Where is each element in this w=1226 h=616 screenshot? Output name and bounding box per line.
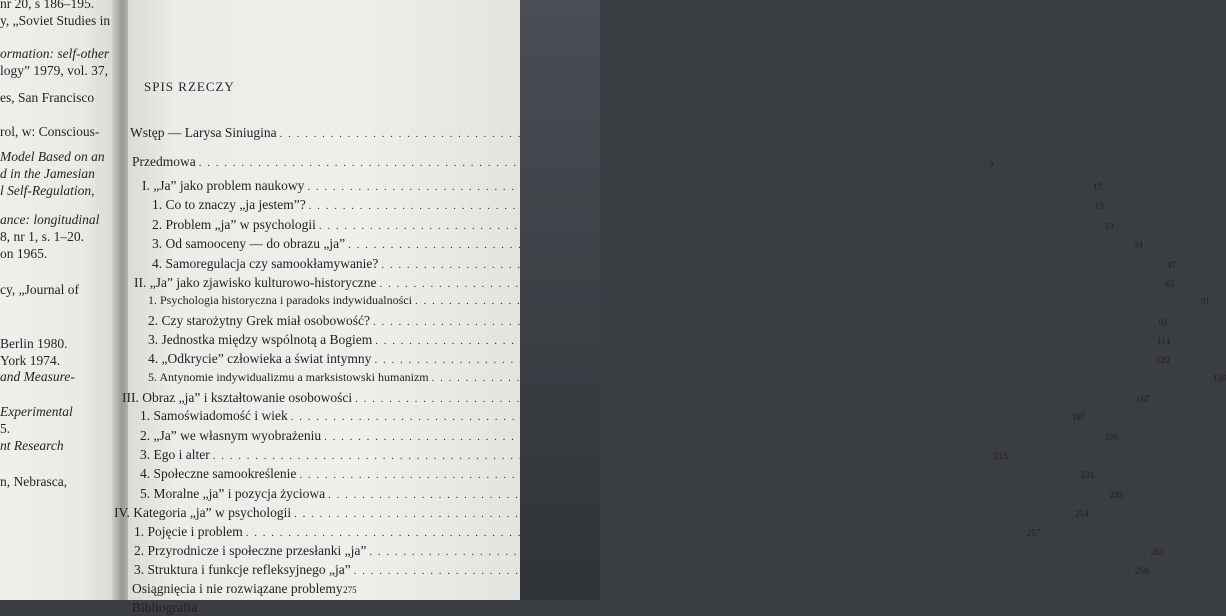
- toc-section-entry: [142, 178, 1103, 194]
- bibliography-line: Model Based on an: [0, 149, 105, 164]
- toc-section-entry: [114, 505, 1089, 521]
- dot-leader: [373, 316, 1151, 328]
- toc-page-number: 261: [1150, 547, 1165, 557]
- toc-subsection-entry: [152, 256, 1177, 272]
- toc-entry-label: III. Obraz „ja” i kształtowanie osobowości: [122, 390, 353, 405]
- toc-subsection-entry: [148, 332, 1170, 348]
- dot-leader: [348, 239, 1126, 251]
- dot-leader: [354, 565, 1132, 577]
- bibliography-line: logy” 1979, vol. 37,: [0, 63, 108, 78]
- toc-subsection-entry: [148, 370, 1226, 385]
- bibliography-line: y, „Soviet Studies in: [0, 13, 111, 28]
- toc-page-number: 243: [1109, 490, 1123, 500]
- toc-subsection-entry: [140, 428, 1119, 444]
- toc-entry-label: 3. Od samooceny — do obrazu „ja”: [152, 236, 346, 251]
- bibliography-line: nr 20, s 186–195.: [0, 0, 95, 11]
- toc-entry-label: 4. „Odkrycie” człowieka a świat intymny: [148, 351, 372, 366]
- toc-page-number: 17: [1093, 182, 1103, 192]
- toc-page-number: 231: [1080, 470, 1095, 480]
- toc-entry-label: Bibliografia: [132, 600, 198, 615]
- toc-page-number: 139: [1212, 373, 1226, 383]
- toc-entry-label: Przedmowa: [132, 154, 196, 169]
- toc-page-number: 65: [1165, 279, 1175, 289]
- toc-subsection-entry: [134, 524, 1041, 540]
- toc-entry-label: Osiągnięcia i nie rozwiązane problemy: [132, 581, 343, 596]
- toc-entry-label: 4. Samoregulacja czy samookłamywanie?: [152, 256, 379, 271]
- dot-leader: [246, 527, 1024, 539]
- toc-section-entry: [122, 390, 1150, 406]
- toc-entry-label: Wstęp — Larysa Siniugina: [130, 125, 277, 140]
- toc-section-entry: [134, 275, 1175, 291]
- dot-leader: [355, 393, 1133, 405]
- toc-section-entry: [132, 154, 994, 170]
- dot-leader: [381, 259, 1159, 271]
- bibliography-line: n, Nebrasca,: [0, 474, 68, 489]
- dot-leader: [299, 469, 1077, 481]
- dot-leader: [374, 354, 1152, 366]
- toc-entry-label: 2. Przyrodnicze i społeczne przesłanki „ja”: [134, 543, 367, 558]
- dot-leader: [291, 411, 1069, 423]
- toc-entry-label: 1. Psychologia historyczna i paradoks indywidualności: [148, 293, 412, 307]
- dot-leader: [294, 508, 1072, 520]
- bibliography-line: 5.: [0, 421, 11, 436]
- bibliography-line: nt Research: [0, 438, 64, 453]
- toc-entry-label: 2. Czy starożytny Grek miał osobowość?: [148, 313, 370, 328]
- dot-leader: [369, 546, 1147, 558]
- toc-subsection-entry: [140, 486, 1123, 502]
- toc-entry-label: 1. Pojęcie i problem: [134, 524, 243, 539]
- bibliography-line: cy, „Journal of: [0, 282, 79, 297]
- toc-subsection-entry: [130, 125, 490, 141]
- toc-subsection-entry: [152, 197, 1104, 213]
- background-surface: [520, 0, 600, 600]
- toc-page-number: 19: [1104, 221, 1114, 231]
- bibliography-line: on 1965.: [0, 246, 48, 261]
- toc-page-number: 187: [1072, 412, 1086, 422]
- dot-leader: [319, 220, 1097, 232]
- toc-title: SPIS RZECZY: [144, 79, 235, 94]
- toc-page-number: 167: [1136, 394, 1150, 404]
- toc-entry-label: I. „Ja” jako problem naukowy: [142, 178, 305, 193]
- toc-entry-label: 5. Moralne „ja” i pozycja życiowa: [140, 486, 326, 501]
- toc-entry-label: 5. Antynomie indywidualizmu a marksistowski humanizm: [148, 370, 429, 384]
- toc-page-number: 129: [1155, 355, 1170, 365]
- toc-page-number: 215: [993, 451, 1008, 461]
- toc-page-number: 91: [1200, 296, 1210, 306]
- toc-subsection-entry: [140, 466, 1095, 482]
- bibliography-line: 8, nr 1, s. 1–20.: [0, 229, 84, 244]
- right-page: [114, 0, 1226, 615]
- toc-page-number: 5: [988, 158, 994, 168]
- bibliography-line: York 1974.: [0, 353, 61, 368]
- dot-leader: [328, 489, 1106, 501]
- toc-subsection-entry: [132, 581, 492, 597]
- bibliography-line: rol, w: Conscious-: [0, 124, 100, 139]
- toc-page-number: 196: [1105, 432, 1119, 442]
- bibliography-line: l Self-Regulation,: [0, 183, 95, 198]
- toc-entry-label: II. „Ja” jako zjawisko kulturowo-historyczne: [134, 275, 377, 290]
- dot-leader: [380, 278, 1158, 290]
- toc-entry-label: 1. Co to znaczy „ja jestem”?: [152, 197, 306, 212]
- toc-entry-label: 1. Samoświadomość i wiek: [140, 408, 288, 423]
- toc-entry-label: 2. „Ja” we własnym wyobrażeniu: [140, 428, 322, 443]
- toc-entry-label: 3. Jednostka między wspólnotą a Bogiem: [148, 332, 373, 347]
- toc-page-number: 19: [1094, 201, 1104, 211]
- toc-subsection-entry: [148, 293, 1210, 308]
- toc-page-number: 114: [1156, 336, 1170, 346]
- toc-entry-label: 3. Ego i alter: [140, 447, 210, 462]
- toc-page-number: 275: [343, 585, 357, 595]
- toc-subsection-entry: [148, 351, 1170, 367]
- toc-entry-label: IV. Kategoria „ja” w psychologii: [114, 505, 292, 520]
- dot-leader: [309, 200, 1087, 212]
- dot-leader: [213, 450, 991, 462]
- left-page: [0, 0, 118, 600]
- toc-subsection-entry: [132, 600, 492, 616]
- toc-subsection-entry: [152, 217, 1114, 233]
- dot-leader: [307, 181, 1085, 193]
- toc-entry-label: 3. Struktura i funkcje refleksyjnego „ja”: [134, 562, 351, 577]
- toc-entry-label: 2. Problem „ja” w psychologii: [152, 217, 316, 232]
- toc-subsection-entry: [134, 562, 1149, 578]
- toc-page-number: 47: [1167, 260, 1177, 270]
- dot-leader: [280, 128, 1058, 140]
- toc-subsection-entry: [148, 313, 1168, 329]
- toc-page-number: 34: [1133, 240, 1143, 250]
- toc-page-number: 269: [1134, 566, 1149, 576]
- toc-page-number: 91: [1158, 317, 1168, 327]
- bibliography-line: ormation: self-other: [0, 46, 110, 61]
- bibliography-line: and Measure-: [0, 369, 75, 384]
- toc-subsection-entry: [140, 447, 1008, 463]
- bibliography-line: ance: longitudinal: [0, 212, 100, 227]
- bibliography-line: Experimental: [0, 404, 73, 419]
- toc-page-number: 257: [1026, 528, 1041, 538]
- bibliography-line: Berlin 1980.: [0, 336, 68, 351]
- bibliography-line: es, San Francisco: [0, 90, 95, 105]
- dot-leader: [375, 335, 1153, 347]
- toc-subsection-entry: [134, 543, 1165, 559]
- toc-entry-label: 4. Społeczne samookreślenie: [140, 466, 297, 481]
- toc-subsection-entry: [140, 408, 1086, 424]
- toc-subsection-entry: [152, 236, 1143, 252]
- toc-page-number: 254: [1075, 509, 1089, 519]
- bibliography-line: d in the Jamesian: [0, 166, 95, 181]
- dot-leader: [324, 431, 1102, 443]
